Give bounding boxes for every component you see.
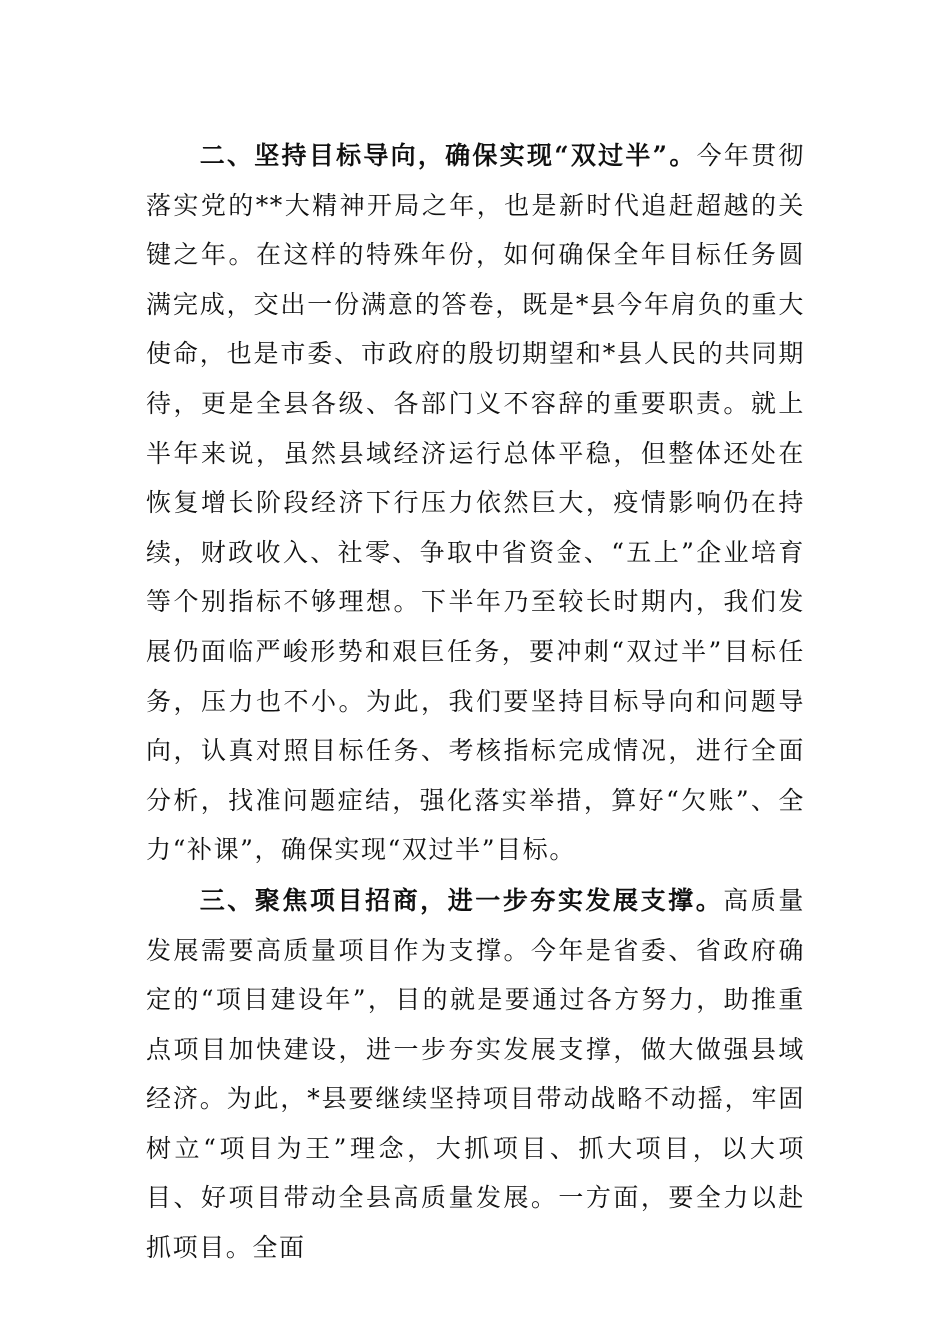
paragraph-heading: 三、聚焦项目招商，进一步夯实发展支撑。 (199, 885, 724, 915)
paragraph-body: 高质量发展需要高质量项目作为支撑。今年是省委、省政府确定的“项目建设年”，目的就是要通过各方努力，助推重点项目加快建设，进一步夯实发展支撑，做大做强县域经济。为此，*县要继续坚持项目带动战略不动摇，牢固树立“项目为王”理念，大抓项目、抓大项目，以大项目、好项目带动全县高质量发展。一方面，要全力以赴抓项目。全面 (146, 885, 805, 1263)
paragraph-dual-half-goal (146, 131, 805, 875)
paragraph-body: 今年贯彻落实党的**大精神开局之年，也是新时代追赶超越的关键之年。在这样的特殊年份，如何确保全年目标任务圆满完成，交出一份满意的答卷，既是*县今年肩负的重大使命，也是市委、市政府的殷切期望和*县人民的共同期待，更是全县各级、各部门义不容辞的重要职责。就上半年来说，虽然县域经济运行总体平稳，但整体还处在恢复增长阶段经济下行压力依然巨大，疫情影响仍在持续，财政收入、社零、争取中省资金、“五上”企业培育等个别指标不够理想。下半年乃至较长时期内，我们发展仍面临严峻形势和艰巨任务，要冲刺“双过半”目标任务，压力也不小。为此，我们要坚持目标导向和问题导向，认真对照目标任务、考核指标完成情况，进行全面分析，找准问题症结，强化落实举措，算好“欠账”、全力“补课”，确保实现“双过半”目标。 (146, 141, 805, 865)
paragraph-heading: 二、坚持目标导向，确保实现“双过半”。 (199, 141, 697, 170)
paragraph-project-investment (146, 876, 805, 1273)
document-body (146, 131, 805, 1273)
